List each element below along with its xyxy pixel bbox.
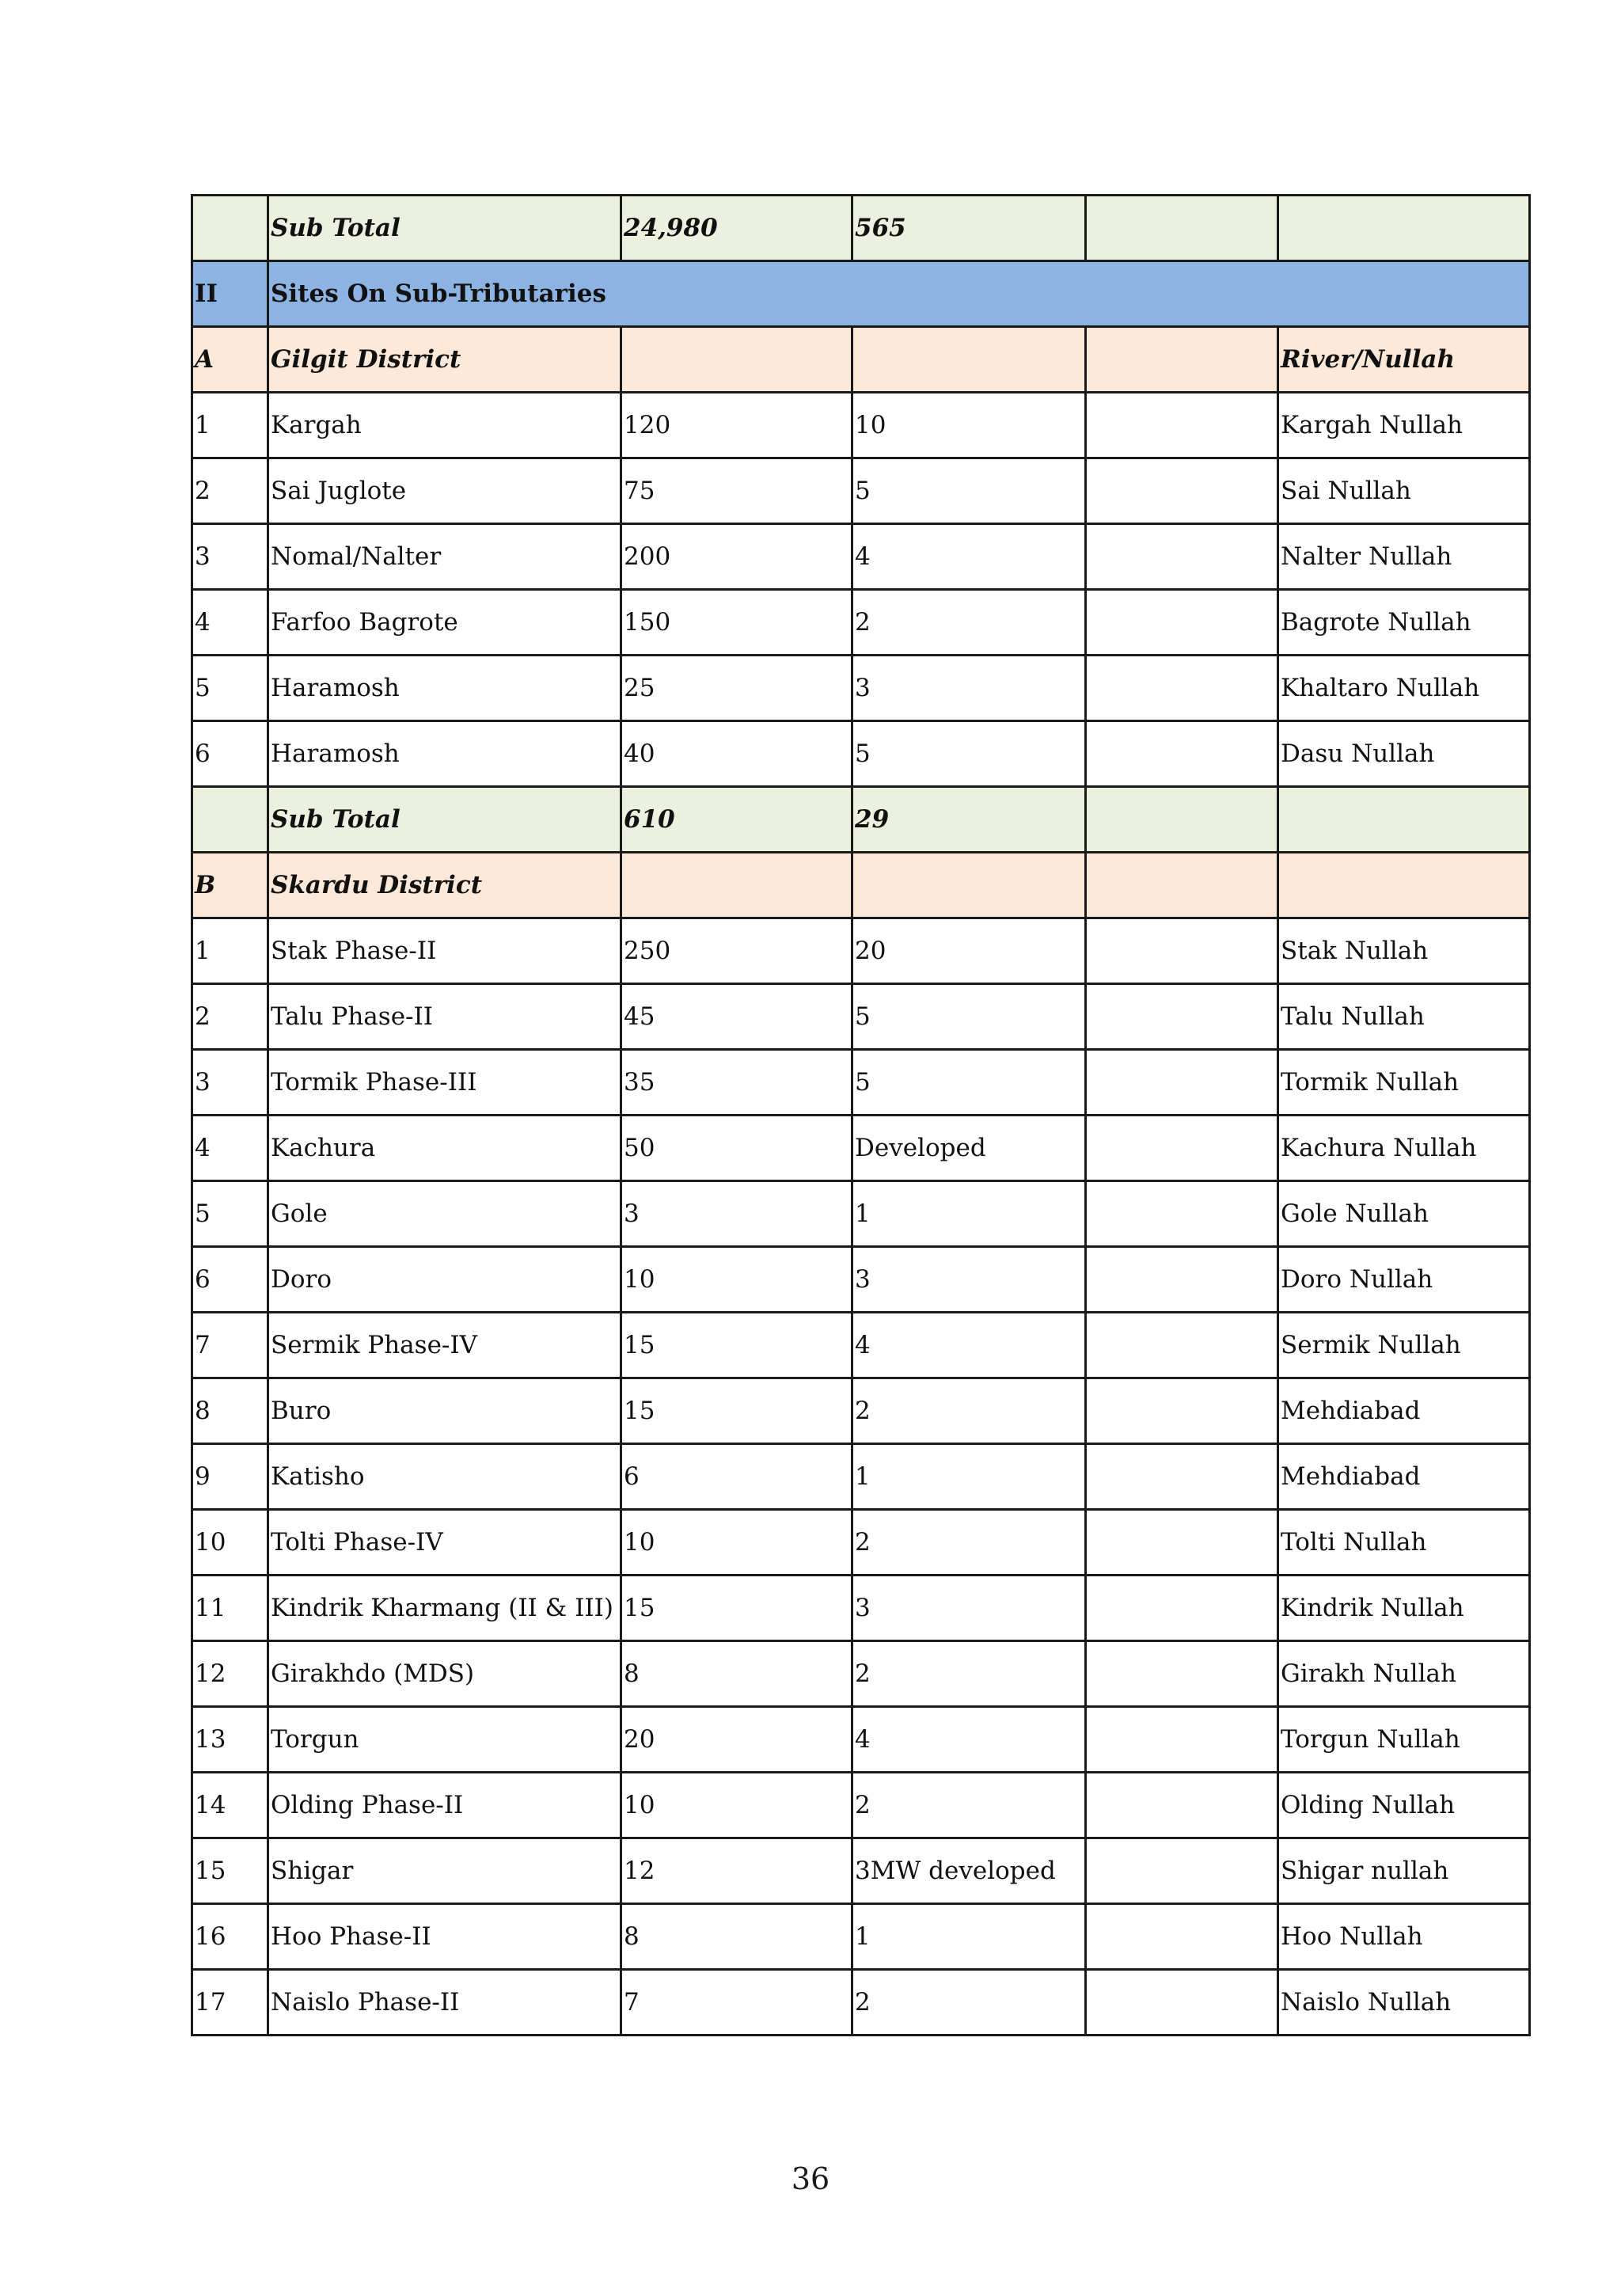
serial-cell: B [192, 853, 268, 918]
serial-cell: 4 [192, 590, 268, 656]
river-nullah-cell: Bagrote Nullah [1278, 590, 1530, 656]
site-name-cell: Talu Phase-II [268, 984, 621, 1050]
site-name-cell: Kindrik Kharmang (II & III) [268, 1576, 621, 1641]
developed-cell: 1 [852, 1444, 1086, 1510]
data-row [192, 1773, 1530, 1838]
capacity-cell: 250 [621, 918, 852, 984]
site-name-cell: Tormik Phase-III [268, 1050, 621, 1116]
capacity-cell: 10 [621, 1510, 852, 1576]
river-nullah-cell: Girakh Nullah [1278, 1641, 1530, 1707]
developed-cell: 5 [852, 1050, 1086, 1116]
serial-cell [192, 196, 268, 261]
developed-cell: 2 [852, 1970, 1086, 2036]
data-row [192, 1050, 1530, 1116]
site-name-cell: Gilgit District [268, 327, 621, 393]
capacity-cell: 35 [621, 1050, 852, 1116]
capacity-cell: 6 [621, 1444, 852, 1510]
river-nullah-cell: Tormik Nullah [1278, 1050, 1530, 1116]
river-nullah-cell: Kargah Nullah [1278, 393, 1530, 458]
river-nullah-cell: Hoo Nullah [1278, 1904, 1530, 1970]
developed-cell: 5 [852, 721, 1086, 787]
site-name-cell: Haramosh [268, 721, 621, 787]
serial-cell: 13 [192, 1707, 268, 1773]
site-name-cell: Doro [268, 1247, 621, 1313]
developed-cell: 4 [852, 1707, 1086, 1773]
river-nullah-cell: Nalter Nullah [1278, 524, 1530, 590]
developed-cell: 3 [852, 656, 1086, 721]
data-row [192, 393, 1530, 458]
blank-cell [1086, 656, 1278, 721]
data-row [192, 524, 1530, 590]
blank-cell [1086, 1510, 1278, 1576]
blank-cell [1086, 524, 1278, 590]
site-name-cell: Katisho [268, 1444, 621, 1510]
capacity-cell: 10 [621, 1773, 852, 1838]
serial-cell: 9 [192, 1444, 268, 1510]
data-row [192, 1444, 1530, 1510]
capacity-cell: 15 [621, 1378, 852, 1444]
data-row [192, 1838, 1530, 1904]
site-name-cell: Naislo Phase-II [268, 1970, 621, 2036]
river-nullah-cell: Torgun Nullah [1278, 1707, 1530, 1773]
river-nullah-cell: Olding Nullah [1278, 1773, 1530, 1838]
capacity-cell: 610 [621, 787, 852, 853]
page-number: 36 [791, 2161, 830, 2196]
capacity-cell: 25 [621, 656, 852, 721]
serial-cell: 14 [192, 1773, 268, 1838]
site-name-cell: Sai Juglote [268, 458, 621, 524]
data-row [192, 1510, 1530, 1576]
blank-cell [1086, 458, 1278, 524]
river-nullah-cell: Sermik Nullah [1278, 1313, 1530, 1378]
developed-cell: 2 [852, 1510, 1086, 1576]
blank-cell [1086, 1970, 1278, 2036]
site-name-cell: Gole [268, 1181, 621, 1247]
district-row [192, 853, 1530, 918]
sites-table [191, 194, 1531, 2036]
developed-cell [852, 327, 1086, 393]
blank-cell [1086, 196, 1278, 261]
data-row [192, 590, 1530, 656]
developed-cell: 4 [852, 524, 1086, 590]
site-name-cell: Nomal/Nalter [268, 524, 621, 590]
subtotal-row [192, 196, 1530, 261]
site-name-cell: Shigar [268, 1838, 621, 1904]
river-nullah-cell: Kindrik Nullah [1278, 1576, 1530, 1641]
river-nullah-cell: Naislo Nullah [1278, 1970, 1530, 2036]
site-name-cell: Kachura [268, 1116, 621, 1181]
site-name-cell: Kargah [268, 393, 621, 458]
blank-cell [1086, 1181, 1278, 1247]
data-row [192, 458, 1530, 524]
developed-cell: 1 [852, 1904, 1086, 1970]
serial-cell: 16 [192, 1904, 268, 1970]
serial-cell: A [192, 327, 268, 393]
capacity-cell: 15 [621, 1576, 852, 1641]
data-row [192, 1970, 1530, 2036]
site-name-cell: Sermik Phase-IV [268, 1313, 621, 1378]
developed-cell: 2 [852, 590, 1086, 656]
data-row [192, 656, 1530, 721]
blank-cell [1086, 1773, 1278, 1838]
developed-cell: 10 [852, 393, 1086, 458]
blank-cell [1086, 787, 1278, 853]
serial-cell: 3 [192, 1050, 268, 1116]
site-name-cell: Stak Phase-II [268, 918, 621, 984]
capacity-cell: 24,980 [621, 196, 852, 261]
serial-cell: 15 [192, 1838, 268, 1904]
river-nullah-cell: Mehdiabad [1278, 1378, 1530, 1444]
river-nullah-cell: Talu Nullah [1278, 984, 1530, 1050]
river-nullah-cell: Stak Nullah [1278, 918, 1530, 984]
blank-cell [1086, 327, 1278, 393]
data-row [192, 721, 1530, 787]
data-row [192, 1247, 1530, 1313]
river-nullah-cell: Sai Nullah [1278, 458, 1530, 524]
blank-cell [1086, 1050, 1278, 1116]
serial-cell: 5 [192, 1181, 268, 1247]
developed-cell: 2 [852, 1641, 1086, 1707]
developed-cell: 3MW developed [852, 1838, 1086, 1904]
site-name-cell: Haramosh [268, 656, 621, 721]
capacity-cell: 120 [621, 393, 852, 458]
serial-cell: 6 [192, 721, 268, 787]
capacity-cell: 8 [621, 1641, 852, 1707]
blank-cell [1086, 1707, 1278, 1773]
capacity-cell [621, 327, 852, 393]
river-nullah-cell: Tolti Nullah [1278, 1510, 1530, 1576]
river-nullah-cell: Khaltaro Nullah [1278, 656, 1530, 721]
serial-cell: 5 [192, 656, 268, 721]
capacity-cell: 150 [621, 590, 852, 656]
serial-cell: 6 [192, 1247, 268, 1313]
river-nullah-cell: River/Nullah [1278, 327, 1530, 393]
serial-cell: 3 [192, 524, 268, 590]
developed-cell: 565 [852, 196, 1086, 261]
section-row [192, 261, 1530, 327]
capacity-cell: 12 [621, 1838, 852, 1904]
site-name-cell: Farfoo Bagrote [268, 590, 621, 656]
developed-cell: 3 [852, 1576, 1086, 1641]
developed-cell: 5 [852, 458, 1086, 524]
developed-cell: 1 [852, 1181, 1086, 1247]
capacity-cell: 15 [621, 1313, 852, 1378]
data-row [192, 1576, 1530, 1641]
blank-cell [1086, 393, 1278, 458]
serial-cell: 1 [192, 393, 268, 458]
blank-cell [1086, 1444, 1278, 1510]
serial-cell: 2 [192, 458, 268, 524]
river-nullah-cell: Gole Nullah [1278, 1181, 1530, 1247]
blank-cell [1086, 918, 1278, 984]
blank-cell [1086, 1116, 1278, 1181]
river-nullah-cell: Kachura Nullah [1278, 1116, 1530, 1181]
river-nullah-cell [1278, 853, 1530, 918]
river-nullah-cell [1278, 196, 1530, 261]
blank-cell [1086, 1313, 1278, 1378]
river-nullah-cell: Mehdiabad [1278, 1444, 1530, 1510]
blank-cell [1086, 1641, 1278, 1707]
developed-cell: Developed [852, 1116, 1086, 1181]
developed-cell: 4 [852, 1313, 1086, 1378]
site-name-cell: Skardu District [268, 853, 621, 918]
river-nullah-cell: Shigar nullah [1278, 1838, 1530, 1904]
capacity-cell [621, 853, 852, 918]
capacity-cell: 40 [621, 721, 852, 787]
district-row [192, 327, 1530, 393]
blank-cell [1086, 984, 1278, 1050]
developed-cell: 2 [852, 1378, 1086, 1444]
section-number-cell: II [192, 261, 268, 327]
sites-table-body [192, 196, 1530, 2036]
river-nullah-cell [1278, 787, 1530, 853]
site-name-cell: Torgun [268, 1707, 621, 1773]
site-name-cell: Sub Total [268, 196, 621, 261]
serial-cell: 4 [192, 1116, 268, 1181]
river-nullah-cell: Doro Nullah [1278, 1247, 1530, 1313]
developed-cell: 3 [852, 1247, 1086, 1313]
site-name-cell: Hoo Phase-II [268, 1904, 621, 1970]
site-name-cell: Girakhdo (MDS) [268, 1641, 621, 1707]
data-row [192, 984, 1530, 1050]
site-name-cell: Tolti Phase-IV [268, 1510, 621, 1576]
serial-cell [192, 787, 268, 853]
data-row [192, 1904, 1530, 1970]
data-row [192, 1116, 1530, 1181]
capacity-cell: 8 [621, 1904, 852, 1970]
data-row [192, 1378, 1530, 1444]
blank-cell [1086, 1378, 1278, 1444]
developed-cell: 20 [852, 918, 1086, 984]
blank-cell [1086, 721, 1278, 787]
capacity-cell: 3 [621, 1181, 852, 1247]
site-name-cell: Sub Total [268, 787, 621, 853]
developed-cell: 29 [852, 787, 1086, 853]
developed-cell [852, 853, 1086, 918]
capacity-cell: 45 [621, 984, 852, 1050]
blank-cell [1086, 1576, 1278, 1641]
blank-cell [1086, 1838, 1278, 1904]
data-row [192, 1707, 1530, 1773]
serial-cell: 10 [192, 1510, 268, 1576]
blank-cell [1086, 1904, 1278, 1970]
capacity-cell: 50 [621, 1116, 852, 1181]
subtotal-row [192, 787, 1530, 853]
developed-cell: 2 [852, 1773, 1086, 1838]
blank-cell [1086, 1247, 1278, 1313]
capacity-cell: 200 [621, 524, 852, 590]
data-row [192, 1181, 1530, 1247]
serial-cell: 11 [192, 1576, 268, 1641]
data-row [192, 918, 1530, 984]
site-name-cell: Buro [268, 1378, 621, 1444]
site-name-cell: Olding Phase-II [268, 1773, 621, 1838]
data-row [192, 1641, 1530, 1707]
section-title-cell: Sites On Sub-Tributaries [268, 261, 1530, 327]
capacity-cell: 7 [621, 1970, 852, 2036]
serial-cell: 12 [192, 1641, 268, 1707]
serial-cell: 8 [192, 1378, 268, 1444]
serial-cell: 7 [192, 1313, 268, 1378]
blank-cell [1086, 853, 1278, 918]
data-row [192, 1313, 1530, 1378]
capacity-cell: 10 [621, 1247, 852, 1313]
serial-cell: 17 [192, 1970, 268, 2036]
capacity-cell: 75 [621, 458, 852, 524]
serial-cell: 1 [192, 918, 268, 984]
developed-cell: 5 [852, 984, 1086, 1050]
capacity-cell: 20 [621, 1707, 852, 1773]
serial-cell: 2 [192, 984, 268, 1050]
river-nullah-cell: Dasu Nullah [1278, 721, 1530, 787]
blank-cell [1086, 590, 1278, 656]
